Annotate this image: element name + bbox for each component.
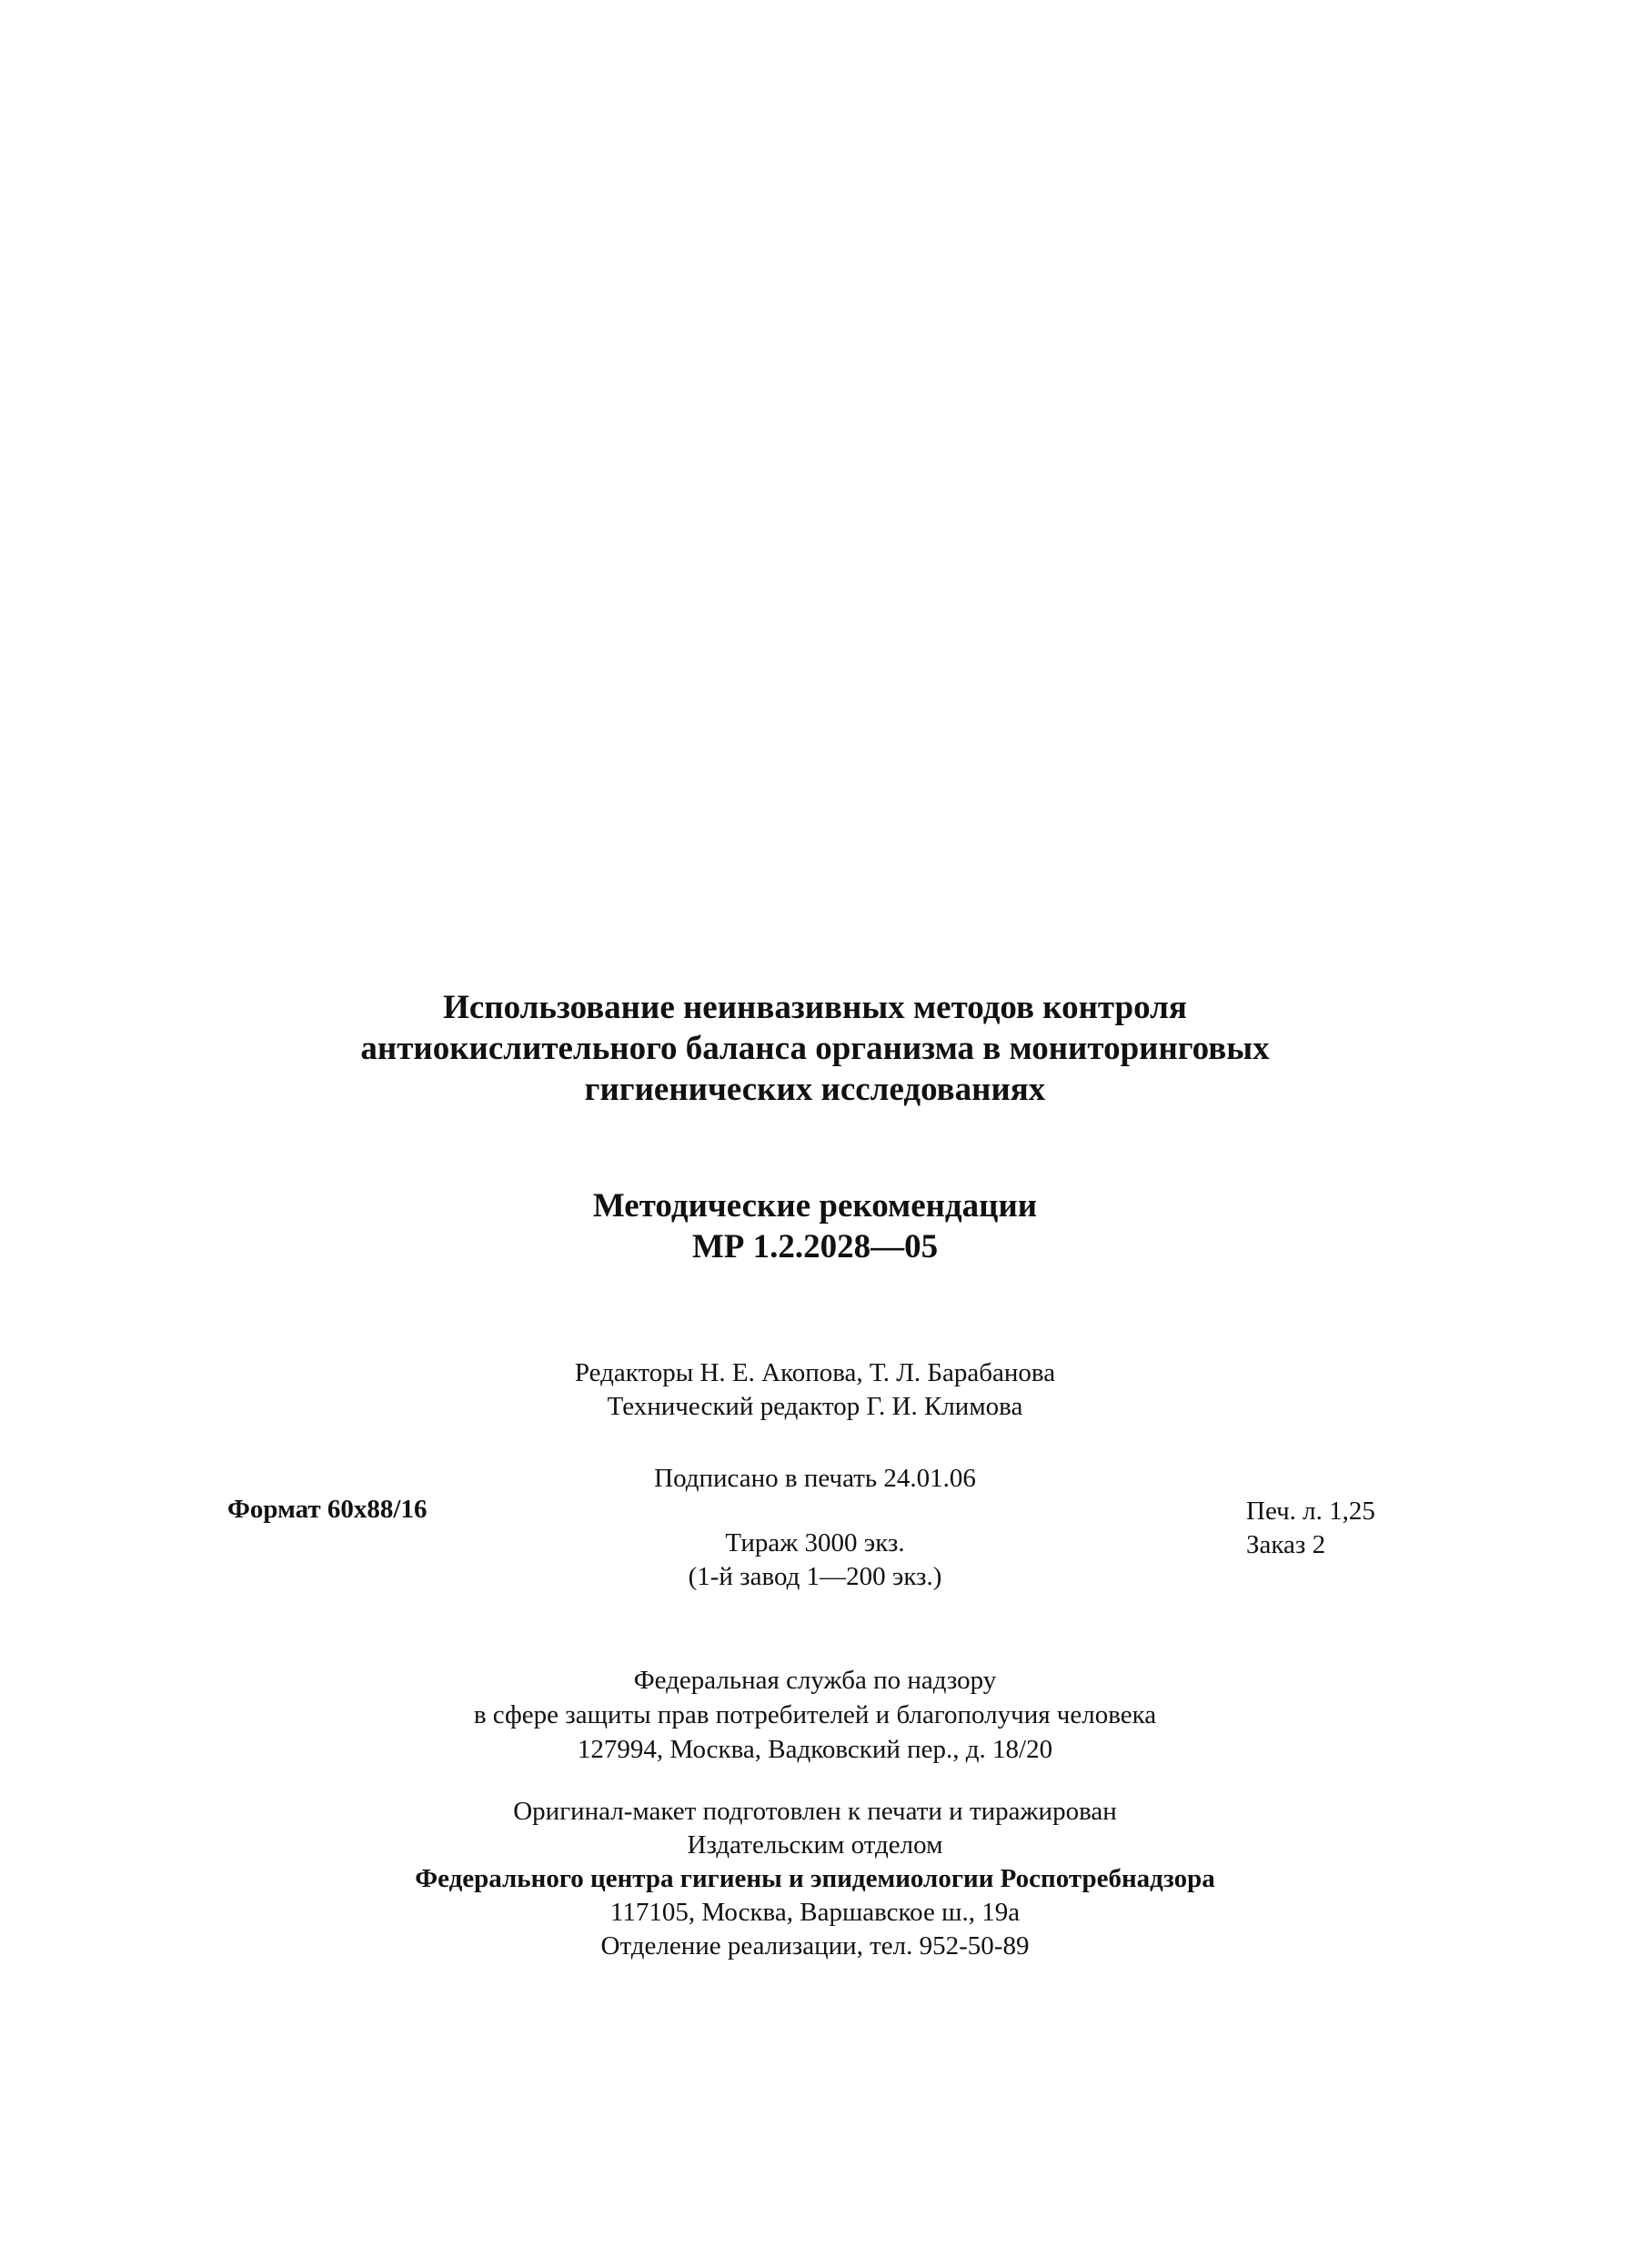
title-line-1: Использование неинвазивных методов контроля [443, 989, 1187, 1026]
publisher-line-1: Федеральная служба по надзору [633, 1666, 997, 1695]
technical-editor-line: Технический редактор Г. И. Климова [607, 1392, 1023, 1421]
editors-block [0, 1356, 1630, 1424]
document-code: МР 1.2.2028—05 [691, 1228, 939, 1265]
subtitle-line-1: Методические рекомендации [592, 1187, 1038, 1225]
printed-sheets: Печ. л. 1,25 [1246, 1497, 1375, 1526]
document-title [0, 987, 1630, 1110]
maker-line-2: Издательским отделом [687, 1830, 943, 1860]
publisher-line-2: в сфере защиты прав потребителей и благополучия человека [473, 1700, 1157, 1729]
order-number: Заказ 2 [1246, 1530, 1326, 1559]
first-run-line: (1-й завод 1—200 экз.) [688, 1562, 942, 1591]
format-label: Формат 60x88/16 [227, 1495, 428, 1524]
circulation-line: Тираж 3000 экз. [725, 1528, 905, 1557]
sales-department: Отделение реализации, тел. 952-50-89 [600, 1931, 1030, 1961]
publisher-block [0, 1663, 1630, 1767]
maker-address: 117105, Москва, Варшавское ш., 19а [609, 1898, 1021, 1927]
signed-for-print: Подписано в печать 24.01.06 [654, 1464, 976, 1493]
document-subtitle [0, 1185, 1630, 1267]
title-line-3: гигиенических исследованиях [584, 1071, 1046, 1108]
editors-line: Редакторы Н. Е. Акопова, Т. Л. Барабанова [574, 1358, 1056, 1387]
maker-organization: Федерального центра гигиены и эпидемиологии Роспотребнадзора [415, 1864, 1215, 1893]
maker-line-1: Оригинал-макет подготовлен к печати и тиражирован [513, 1797, 1117, 1826]
circulation-block [0, 1527, 1630, 1594]
publisher-address: 127994, Москва, Вадковский пер., д. 18/20 [577, 1735, 1053, 1764]
layout-maker-block [0, 1795, 1630, 1963]
title-line-2: антиокислительного баланса организма в мониторинговых [360, 1030, 1270, 1067]
